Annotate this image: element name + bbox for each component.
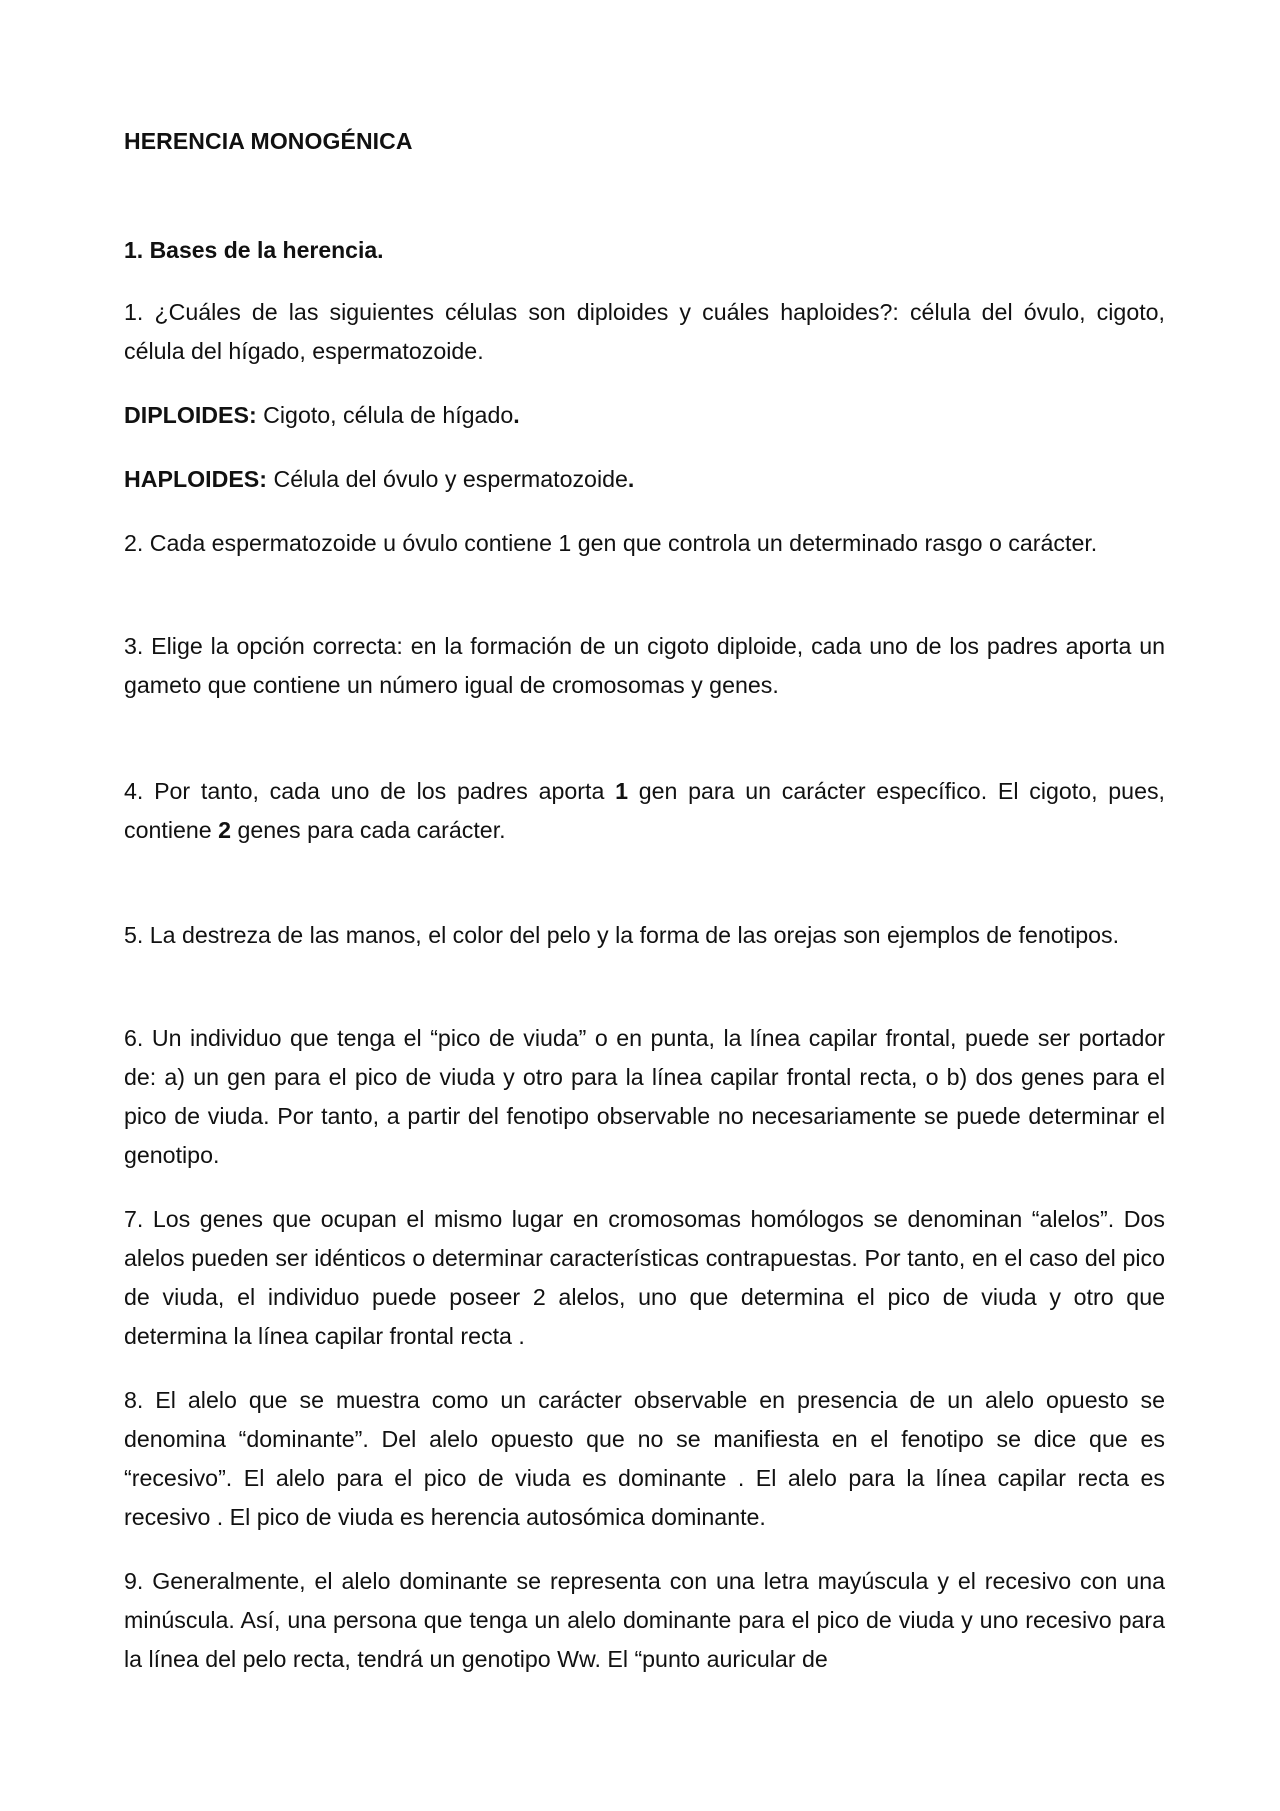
section-heading: 1. Bases de la herencia. xyxy=(124,237,384,263)
haploides-text: Célula del óvulo y espermatozoide xyxy=(267,466,628,492)
q4-bold1: 1 xyxy=(615,778,628,804)
question-1: 1. ¿Cuáles de las siguientes células son diploides y cuáles haploides?: célula del óvulo, cigoto, célula del hígado, espermatozoide. xyxy=(124,299,1165,364)
question-4 xyxy=(124,772,1165,850)
diploides-text: Cigoto, célula de hígado xyxy=(256,402,514,428)
question-9: 9. Generalmente, el alelo dominante se representa con una letra mayúscula y el recesivo con una minúscula. Así, una persona que tenga un alelo dominante para el pico de viuda y uno recesivo para la línea del pelo recta, tendrá un genotipo Ww. El “punto auricular de xyxy=(124,1568,1165,1672)
question-6: 6. Un individuo que tenga el “pico de viuda” o en punta, la línea capilar frontal, puede ser portador de: a) un gen para el pico de viuda y otro para la línea capilar frontal recta, o b) dos genes para el pico de viuda. Por tanto, a partir del fenotipo observable no necesariamente se puede determinar el genotipo. xyxy=(124,1025,1165,1168)
diploides-end: . xyxy=(513,402,520,428)
q4-part2: gen para un carácter específico. El cigoto, pues, contiene xyxy=(124,778,1165,843)
question-2: 2. Cada espermatozoide u óvulo contiene 1 gen que controla un determinado rasgo o carácter. xyxy=(124,530,1098,556)
question-7: 7. Los genes que ocupan el mismo lugar en cromosomas homólogos se denominan “alelos”. Dos alelos pueden ser idénticos o determinar características contrapuestas. Por tanto, en el caso del pico de viuda, el individuo puede poseer 2 alelos, uno que determina el pico de viuda y otro que determina la línea capilar frontal recta . xyxy=(124,1206,1165,1349)
q4-part3: genes para cada carácter. xyxy=(231,817,506,843)
question-8: 8. El alelo que se muestra como un carácter observable en presencia de un alelo opuesto se denomina “dominante”. Del alelo opuesto que no se manifiesta en el fenotipo se dice que es “recesivo”. El alelo para el pico de viuda es dominante . El alelo para la línea capilar recta es recesivo . El pico de viuda es herencia autosómica dominante. xyxy=(124,1387,1165,1530)
question-5: 5. La destreza de las manos, el color del pelo y la forma de las orejas son ejemplos de fenotipos. xyxy=(124,922,1120,948)
q4-bold2: 2 xyxy=(218,817,232,843)
document-title: HERENCIA MONOGÉNICA xyxy=(124,128,413,154)
question-3: 3. Elige la opción correcta: en la formación de un cigoto diploide, cada uno de los padres aporta un gameto que contiene un número igual de cromosomas y genes. xyxy=(124,633,1165,698)
haploides-label: HAPLOIDES: xyxy=(124,466,267,492)
diploides-label: DIPLOIDES: xyxy=(124,402,257,428)
answer-haploides xyxy=(124,460,1165,499)
answer-diploides xyxy=(124,396,1165,435)
q4-part1: 4. Por tanto, cada uno de los padres aporta xyxy=(124,778,616,804)
haploides-end: . xyxy=(627,466,635,492)
